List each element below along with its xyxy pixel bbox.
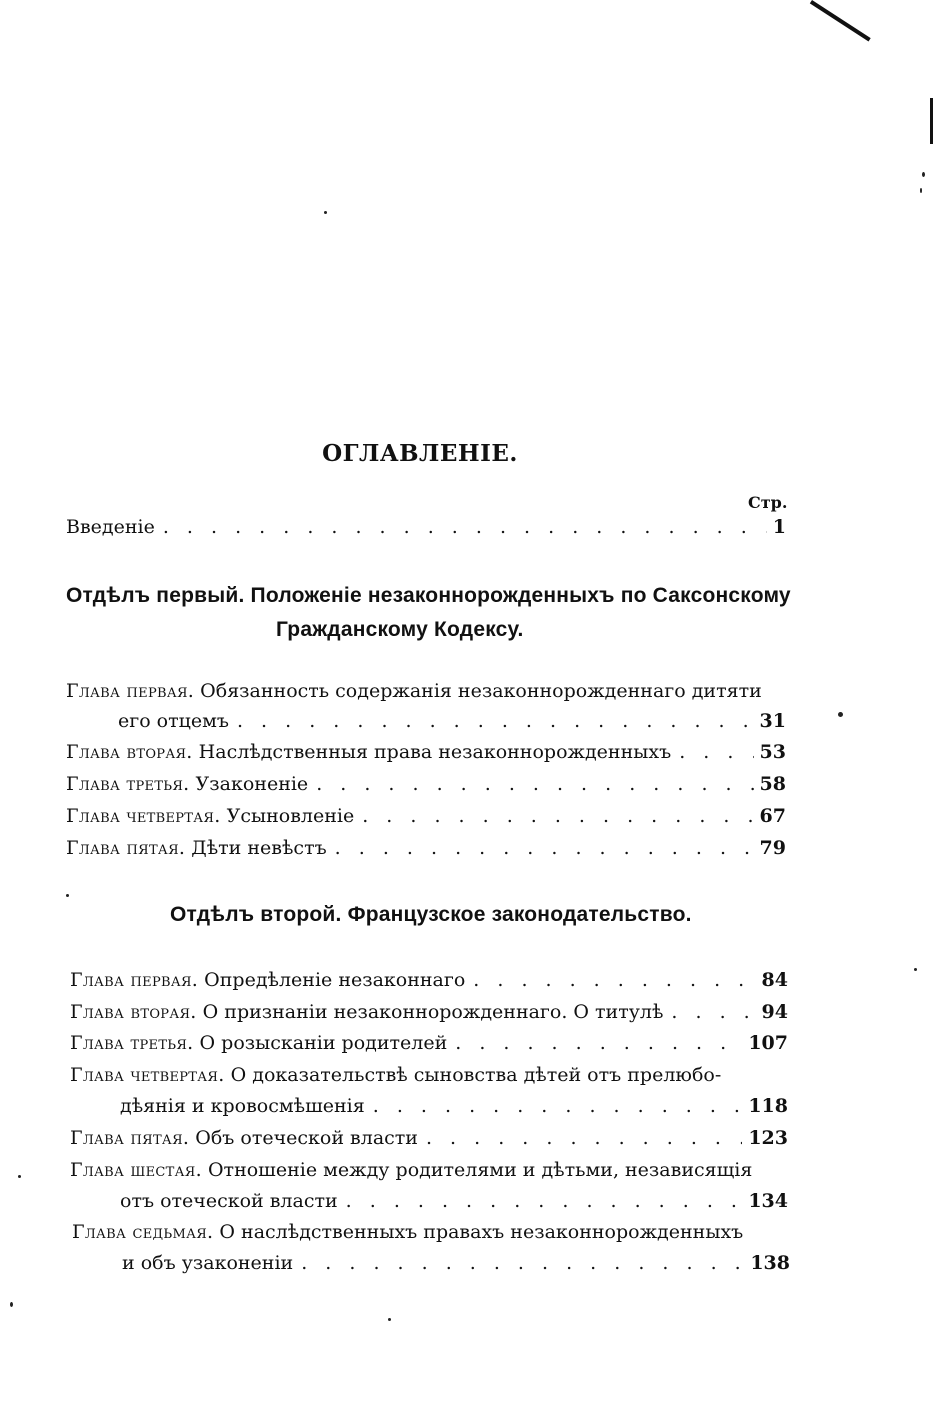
page-column-label: Стр.: [748, 493, 788, 512]
chapter-title: Отношеніе между родителями и дѣтьми, независящія: [207, 1159, 753, 1181]
chapter-prefix: Глава шестая.: [70, 1159, 202, 1181]
dot-leader: [473, 969, 755, 991]
dot-leader: [373, 1095, 743, 1117]
chapter-prefix: Глава четвертая.: [70, 1064, 225, 1086]
scan-speck: [914, 968, 917, 971]
toc-entry-label: [70, 1032, 447, 1054]
toc-page-number: 1: [772, 516, 786, 538]
section-heading-2: Отдѣлъ второй. Французское законодательство.: [170, 903, 692, 926]
toc-page-number: 31: [759, 710, 786, 732]
dot-leader: [426, 1127, 742, 1149]
chapter-prefix: Глава вторая.: [66, 741, 193, 763]
toc-entry-label: [70, 1127, 418, 1149]
scan-edge-mark: [930, 98, 933, 144]
toc-entry-s1-ch1-cont[interactable]: [118, 710, 786, 732]
chapter-title-cont: отъ отеческой власти: [120, 1190, 338, 1212]
toc-page-number: 79: [759, 837, 786, 859]
chapter-title: Дѣти невѣстъ: [191, 837, 327, 859]
scan-speck: [324, 211, 327, 214]
section-heading-1-cont: Гражданскому Кодексу.: [276, 618, 524, 641]
toc-page-number: 53: [759, 741, 786, 763]
chapter-prefix: Глава третья.: [66, 773, 190, 795]
chapter-title-cont: его отцемъ: [118, 710, 229, 732]
scan-speck: [10, 1302, 13, 1307]
scan-speck: [388, 1318, 391, 1321]
toc-page-number: 118: [748, 1095, 788, 1117]
toc-entry-s1-ch1[interactable]: [66, 680, 762, 702]
scan-speck: [838, 712, 843, 717]
dot-leader: [671, 1001, 755, 1023]
toc-entry-s2-ch1[interactable]: [70, 969, 788, 991]
toc-entry-s2-ch3[interactable]: [70, 1032, 788, 1054]
chapter-title-cont: и объ узаконеніи: [122, 1252, 294, 1274]
toc-page-number: 94: [761, 1001, 788, 1023]
chapter-title: О признаніи незаконнорожденнаго. О титулѣ: [202, 1001, 664, 1023]
toc-entry-s2-ch7-cont[interactable]: [122, 1252, 790, 1274]
toc-entry-s1-ch2[interactable]: [66, 741, 786, 763]
chapter-title: О доказательствѣ сыновства дѣтей отъ прелюбо-: [230, 1064, 722, 1086]
scan-speck: [66, 894, 69, 897]
toc-entry-label: [70, 1001, 663, 1023]
chapter-prefix: Глава первая.: [66, 680, 195, 702]
toc-entry-s2-ch7[interactable]: [72, 1221, 743, 1243]
toc-entry-s1-ch4[interactable]: [66, 805, 786, 827]
chapter-title: Узаконеніе: [195, 773, 309, 795]
chapter-title: О наслѣдственныхъ правахъ незаконнорожденныхъ: [219, 1221, 744, 1243]
toc-page-number: 84: [761, 969, 788, 991]
chapter-prefix: Глава третья.: [70, 1032, 194, 1054]
toc-entry-label: Введеніе: [66, 516, 155, 538]
toc-entry-s2-ch2[interactable]: [70, 1001, 788, 1023]
toc-entry-label: [66, 773, 308, 795]
chapter-title: Опредѣленіе незаконнаго: [204, 969, 466, 991]
toc-title: ОГЛАВЛЕНІЕ.: [322, 440, 518, 467]
dot-leader: [237, 710, 754, 732]
dot-leader: [362, 805, 753, 827]
toc-entry-label: [66, 741, 671, 763]
toc-entry-s2-ch5[interactable]: [70, 1127, 788, 1149]
chapter-title: Наслѣдственныя права незаконнорожденныхъ: [198, 741, 672, 763]
chapter-title: О розысканіи родителей: [199, 1032, 448, 1054]
chapter-prefix: Глава пятая.: [70, 1127, 190, 1149]
chapter-title: Объ отеческой власти: [195, 1127, 418, 1149]
toc-entry-s2-ch6[interactable]: [70, 1159, 752, 1181]
toc-entry-label: [66, 805, 354, 827]
dot-leader: [335, 837, 754, 859]
dot-leader: [163, 516, 767, 538]
toc-entry-s1-ch5[interactable]: [66, 837, 786, 859]
dot-leader: [346, 1190, 743, 1212]
toc-page-number: 134: [748, 1190, 788, 1212]
dot-leader: [679, 741, 753, 763]
dot-leader: [455, 1032, 742, 1054]
chapter-prefix: Глава седьмая.: [72, 1221, 214, 1243]
dot-leader: [301, 1252, 744, 1274]
toc-entry-intro[interactable]: [66, 516, 786, 538]
scan-speck: [922, 172, 925, 177]
section-heading-1: Отдѣлъ первый. Положеніе незаконнорожденныхъ по Саксонскому: [66, 584, 791, 607]
dot-leader: [316, 773, 753, 795]
toc-entry-s2-ch4[interactable]: [70, 1064, 721, 1086]
toc-entry-s2-ch4-cont[interactable]: [120, 1095, 788, 1117]
toc-page-number: 138: [750, 1252, 790, 1274]
toc-page-number: 107: [748, 1032, 788, 1054]
scan-speck: [920, 188, 922, 193]
chapter-prefix: Глава вторая.: [70, 1001, 197, 1023]
chapter-prefix: Глава пятая.: [66, 837, 186, 859]
toc-entry-label: [70, 969, 465, 991]
scan-speck: [18, 1175, 21, 1178]
chapter-prefix: Глава четвертая.: [66, 805, 221, 827]
toc-page-number: 123: [748, 1127, 788, 1149]
chapter-title: Обязанность содержанія незаконнорожденнаго дитяти: [200, 680, 762, 702]
toc-entry-label: [66, 837, 327, 859]
toc-page-number: 58: [759, 773, 786, 795]
chapter-title: Усыновленіе: [226, 805, 355, 827]
toc-entry-s1-ch3[interactable]: [66, 773, 786, 795]
toc-page-number: 67: [759, 805, 786, 827]
chapter-title-cont: дѣянія и кровосмѣшенія: [120, 1095, 365, 1117]
toc-entry-s2-ch6-cont[interactable]: [120, 1190, 788, 1212]
chapter-prefix: Глава первая.: [70, 969, 199, 991]
scan-edge-mark: [810, 0, 871, 41]
